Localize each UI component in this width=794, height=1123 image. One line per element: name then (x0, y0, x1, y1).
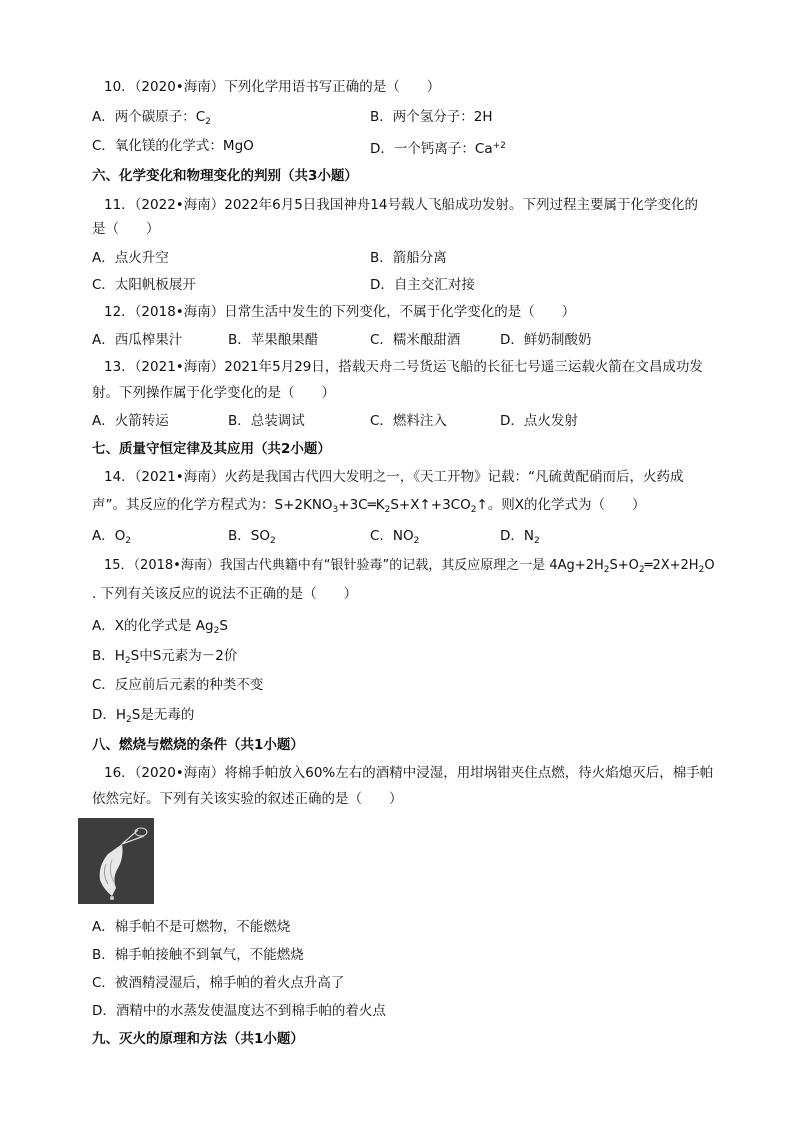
q15-stem-line1: 15．（2018•海南）我国古代典籍中有“银针验毒”的记载，其反应原理之一是 $4Ag+2H_2S+O_2═2X+2H_2O$ (104, 558, 715, 575)
q15-option-c: C．反应前后元素的种类不变 (92, 677, 264, 693)
q13-option-a: A．火箭转运 (92, 413, 169, 429)
section-7-heading: 七、质量守恒定律及其应用（共2小题） (92, 441, 331, 457)
q14-option-d: D．$N_2$ (500, 528, 540, 546)
q16-option-a: A．棉手帕不是可燃物，不能燃烧 (92, 919, 291, 935)
q16-option-b: B．棉手帕接触不到氧气，不能燃烧 (92, 947, 304, 963)
q15-stem-line2: . 下列有关该反应的说法不正确的是（ ） (92, 586, 358, 602)
q13-stem-line1: 13．（2021•海南）2021年5月29日，搭载天舟二号货运飞船的长征七号遥三运载火箭在文昌成功发 (104, 359, 703, 375)
q10-option-a: A．两个碳原子：$C_2$ (92, 109, 211, 127)
q16-option-d: D．酒精中的水蒸发使温度达不到棉手帕的着火点 (92, 1003, 386, 1019)
q12-option-d: D．鲜奶制酸奶 (500, 332, 592, 348)
q11-option-d: D．自主交汇对接 (370, 277, 475, 293)
q11-option-b: B．箭船分离 (370, 250, 447, 266)
q10-option-c: C．氧化镁的化学式：MgO (92, 138, 254, 154)
q14-option-b: B．$SO_2$ (228, 528, 276, 546)
q14-stem-line1: 14．（2021•海南）火药是我国古代四大发明之一，《天工开物》记载：“凡硫黄配硝而后，火药成 (104, 469, 684, 485)
q16-option-c: C．被酒精浸湿后，棉手帕的着火点升高了 (92, 975, 345, 991)
q16-stem-line2: 依然完好。下列有关该实验的叙述正确的是（ ） (92, 791, 403, 807)
q13-option-d: D．点火发射 (500, 413, 578, 429)
q10-option-b: B．两个氢分子：2H (370, 109, 493, 125)
q15-option-d: D．$H_2S$是无毒的 (92, 707, 195, 725)
q15-option-a: A．X的化学式是 $Ag_2S$ (92, 618, 228, 636)
tongs-handkerchief-illustration (78, 818, 154, 904)
q12-option-b: B．苹果酿果醋 (228, 332, 319, 348)
q10-option-d: D．一个钙离子：$Ca^{+2}$ (370, 141, 506, 157)
q11-stem-line1: 11．（2022•海南）2022年6月5日我国神舟14号载人飞船成功发射。下列过程主要属于化学变化的 (104, 197, 698, 213)
q12-option-c: C．糯米酿甜酒 (370, 332, 461, 348)
q14-option-a: A．$O_2$ (92, 528, 132, 546)
q15-option-b: B．$H_2S$中S元素为－2价 (92, 648, 238, 666)
q13-option-b: B．总装调试 (228, 413, 305, 429)
q12-stem: 12．（2018•海南）日常生活中发生的下列变化，不属于化学变化的是（ ） (104, 304, 576, 320)
q13-option-c: C．燃料注入 (370, 413, 447, 429)
q12-option-a: A．西瓜榨果汁 (92, 332, 183, 348)
q11-option-a: A．点火升空 (92, 250, 169, 266)
section-6-heading: 六、化学变化和物理变化的判别（共3小题） (92, 168, 358, 184)
q14-stem-line2: 声”。其反应的化学方程式为：$S+2KNO_3+3C═K_2S+X↑+3CO_2↑$。则X的化学式为（ ） (92, 497, 646, 515)
q11-option-c: C．太阳帆板展开 (92, 277, 196, 293)
q16-stem-line1: 16．（2020•海南）将棉手帕放入60%左右的酒精中浸湿，用坩埚钳夹住点燃，待火焰熄灭后，棉手帕 (104, 765, 714, 781)
burning-handkerchief-photo (78, 818, 154, 904)
q13-stem-line2: 射。下列操作属于化学变化的是（ ） (92, 385, 335, 401)
section-9-heading: 九、灭火的原理和方法（共1小题） (92, 1031, 304, 1047)
q14-option-c: C．$NO_2$ (370, 528, 420, 546)
section-8-heading: 八、燃烧与燃烧的条件（共1小题） (92, 737, 304, 753)
q11-stem-line2: 是（ ） (92, 221, 160, 237)
q10-stem: 10．（2020•海南）下列化学用语书写正确的是（ ） (104, 79, 441, 95)
